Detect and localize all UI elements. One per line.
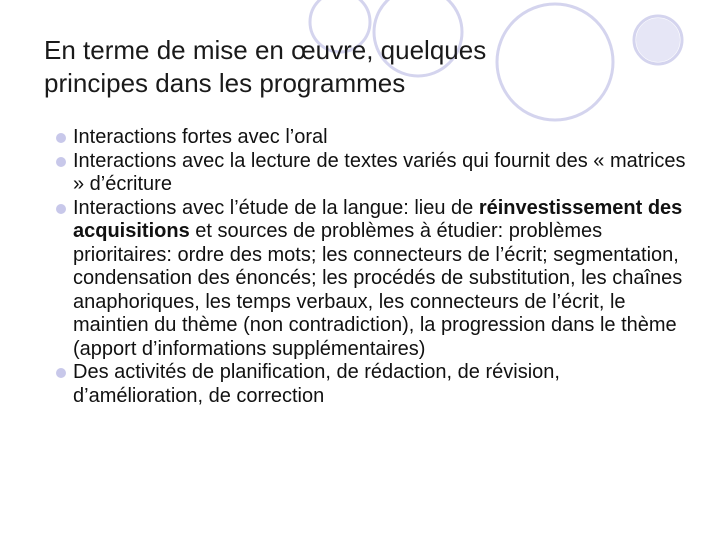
slide-title-line1: En terme de mise en œuvre, quelques — [44, 35, 487, 65]
bullet-text: Des activités de planification, de rédaction, de révision, d’amélioration, de correction — [73, 361, 560, 407]
bullet-emphasis: réinvestissement des acquisitions — [73, 196, 683, 242]
bullet-text: Interactions avec la lecture de textes variés qui fournit des « matrices » d’écriture — [73, 149, 686, 195]
bullet-dot-icon — [56, 368, 66, 378]
bullet-dot-icon — [56, 204, 66, 214]
bullet-item — [0, 150, 720, 197]
bullet-text: et sources de problèmes à étudier: problèmes prioritaires: ordre des mots; les connecteurs de l’écrit; segmentation, condensation des énoncés; les procédés de substitution, les chaînes anaphoriques, les temps verbaux, les connecteurs de l’écrit, le maintien du thème (non contradiction), la progression dans le thème (apport d’informations supplémentaires) — [73, 220, 683, 360]
bullet-item — [0, 197, 720, 362]
bullet-item — [0, 126, 720, 150]
bullet-item — [0, 361, 720, 408]
slide-title-line2: principes dans les programmes — [44, 68, 406, 98]
bullet-text: Interactions avec l’étude de la langue: lieu de — [73, 196, 479, 219]
bullet-dot-icon — [56, 157, 66, 167]
bullet-list — [0, 126, 720, 408]
bullet-dot-icon — [56, 133, 66, 143]
slide-title — [44, 34, 664, 100]
bullet-text: Interactions fortes avec l’oral — [73, 126, 328, 148]
